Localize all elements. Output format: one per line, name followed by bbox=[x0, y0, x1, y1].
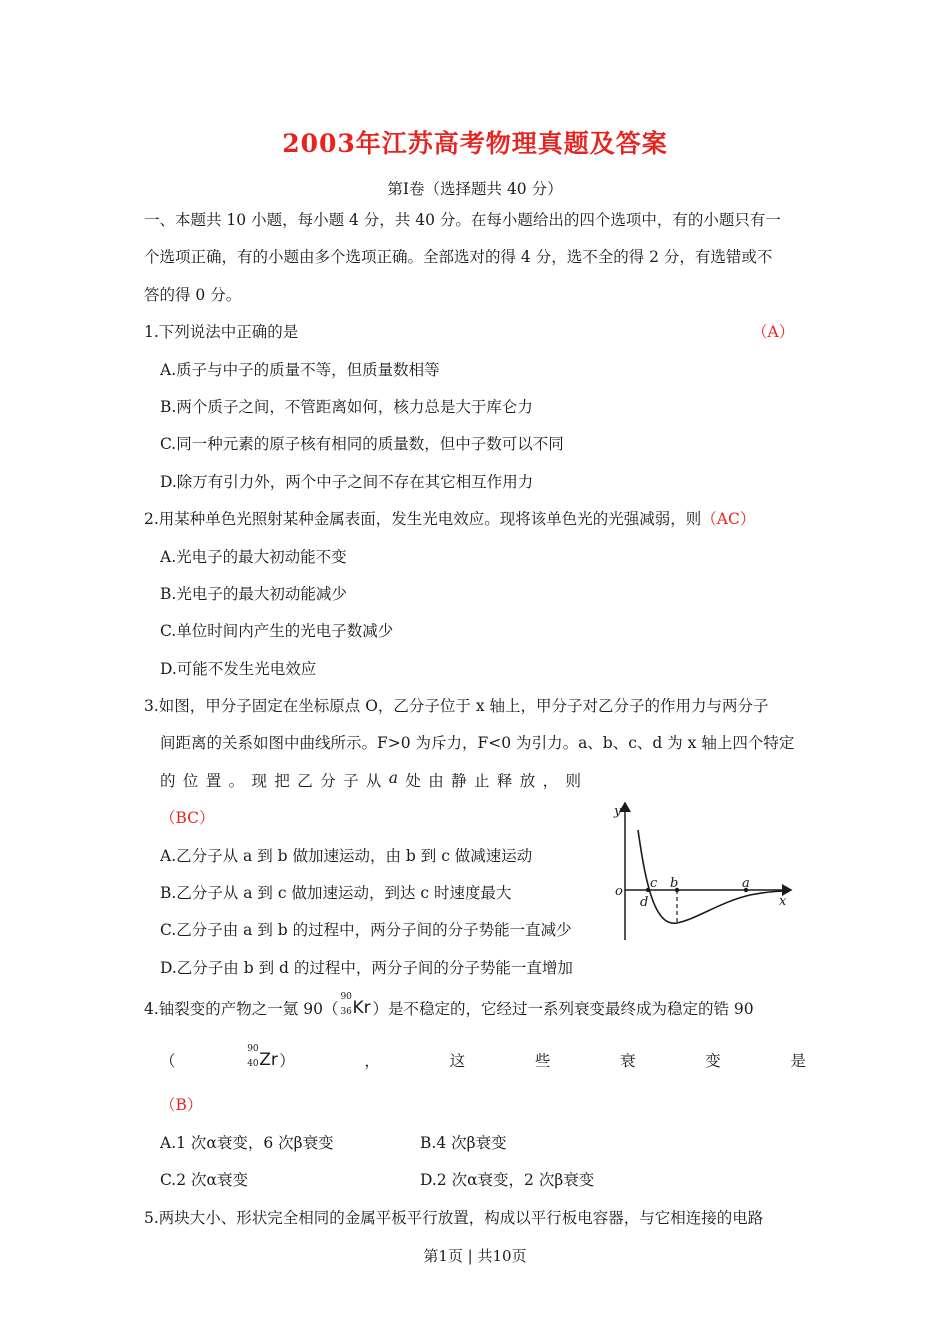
q3-line-3 bbox=[160, 769, 581, 791]
q4-zr-group bbox=[245, 1044, 295, 1071]
q3-line-3-word: 现 bbox=[251, 772, 268, 790]
q4-line-1 bbox=[144, 992, 754, 1019]
q3-line-3-word: 静 bbox=[451, 772, 467, 790]
q3-line-3-word: 乙 bbox=[297, 772, 313, 790]
q3-line-3-word: 由 bbox=[428, 772, 444, 790]
q4-word-4: 这 bbox=[449, 1052, 466, 1070]
zr-nuclide bbox=[245, 1044, 279, 1070]
zr-mass: 90 bbox=[247, 1044, 259, 1054]
q3-line-3-word: 位 bbox=[182, 772, 199, 790]
q1-option-d: D.除万有引力外，两个中子之间不存在其它相互作用力 bbox=[160, 473, 534, 491]
label-d: d bbox=[640, 895, 649, 910]
intro-line-1: 一、本题共 10 小题，每小题 4 分，共 40 分。在每小题给出的四个选项中，有的小题只有一 bbox=[144, 211, 781, 229]
q4-option-a: A.1 次α衰变，6 次β衰变 bbox=[160, 1134, 334, 1152]
q4-option-b: B.4 次β衰变 bbox=[420, 1134, 507, 1152]
q3-option-b: B.乙分子从 a 到 c 做加速运动，到达 c 时速度最大 bbox=[160, 884, 512, 902]
q3-line-3-word: 。 bbox=[228, 772, 245, 790]
label-c: c bbox=[650, 876, 658, 891]
zr-symbol: Zr bbox=[259, 1050, 278, 1070]
q3-line-3-word: 分 bbox=[320, 772, 336, 790]
q3-line-3-word: 子 bbox=[343, 772, 359, 790]
section-subtitle: 第Ⅰ卷（选择题共 40 分） bbox=[387, 180, 563, 198]
q4-line-2 bbox=[160, 1044, 806, 1071]
q2-option-b: B.光电子的最大初动能减少 bbox=[160, 585, 347, 603]
q2-option-c: C.单位时间内产生的光电子数减少 bbox=[160, 622, 394, 640]
q3-line-3-word: 从 bbox=[365, 772, 382, 790]
q3-line-3-word: 止 bbox=[473, 772, 490, 790]
q1-option-c: C.同一种元素的原子核有相同的质量数，但中子数可以不同 bbox=[160, 435, 564, 453]
q3-line-3-word: 的 bbox=[160, 772, 176, 790]
page-title: 2003年江苏高考物理真题及答案 bbox=[282, 129, 668, 158]
q4-word-5: 些 bbox=[534, 1052, 551, 1070]
q4-option-c: C.2 次α衰变 bbox=[160, 1171, 248, 1189]
intro-line-2: 个选项正确，有的小题由多个选项正确。全部选对的得 4 分，选不全的得 2 分，有选错或不 bbox=[144, 248, 773, 266]
kr-mass: 90 bbox=[340, 992, 352, 1002]
q3-option-c: C.乙分子由 a 到 b 的过程中，两分子间的分子势能一直减少 bbox=[160, 921, 572, 939]
q3-line-3-word: 置 bbox=[205, 772, 222, 790]
q3-line-2: 间距离的关系如图中曲线所示。F>0 为斥力，F<0 为引力。a、b、c、d 为 x 轴上四个特定 bbox=[160, 734, 795, 752]
q1-option-b: B.两个质子之间，不管距离如何，核力总是大于库仑力 bbox=[160, 398, 533, 416]
q3-line-3-word: a bbox=[388, 769, 398, 787]
page-footer: 第1页 | 共10页 bbox=[423, 1247, 527, 1265]
label-a: a bbox=[742, 876, 750, 891]
kr-z: 36 bbox=[340, 1007, 352, 1017]
q2-option-d: D.可能不发生光电效应 bbox=[160, 660, 317, 678]
q1-answer: （A） bbox=[752, 323, 795, 341]
q3-line-3-word: 则 bbox=[565, 772, 581, 790]
label-o: o bbox=[615, 884, 623, 899]
q4-word-3: ， bbox=[364, 1052, 380, 1070]
label-y: y bbox=[614, 804, 622, 819]
q3-line-3-word: ， bbox=[542, 772, 559, 790]
intro-line-3: 答的得 0 分。 bbox=[144, 286, 242, 304]
q3-line-3-word: 把 bbox=[274, 772, 290, 790]
label-x: x bbox=[779, 894, 787, 909]
q4-line-1-end: ）是不稳定的，它经过一系列衰变最终成为稳定的锆 90 bbox=[372, 1000, 754, 1018]
q3-force-figure bbox=[605, 795, 805, 945]
q3-line-3-word: 释 bbox=[496, 772, 513, 790]
label-b: b bbox=[670, 876, 679, 891]
q4-word-6: 衰 bbox=[620, 1052, 636, 1070]
q3-line-3-word: 放 bbox=[519, 772, 536, 790]
q3-answer: （BC） bbox=[160, 809, 215, 827]
q2-stem-text: 2.用某种单色光照射某种金属表面，发生光电效应。现将该单色光的光强减弱，则 bbox=[144, 510, 702, 528]
q3-option-a: A.乙分子从 a 到 b 做加速运动，由 b 到 c 做减速运动 bbox=[160, 847, 533, 865]
kr-symbol: Kr bbox=[352, 998, 371, 1018]
q5-line-1: 5.两块大小、形状完全相同的金属平板平行放置，构成以平行板电容器，与它相连接的电路 bbox=[144, 1209, 764, 1227]
zr-z: 40 bbox=[247, 1059, 259, 1069]
kr-nuclide bbox=[338, 992, 372, 1018]
q2-stem bbox=[144, 507, 755, 529]
q3-line-3-word: 处 bbox=[405, 772, 421, 790]
q2-option-a: A.光电子的最大初动能不变 bbox=[160, 548, 347, 566]
q4-word-2: ） bbox=[279, 1052, 295, 1070]
q2-answer: （AC） bbox=[701, 510, 756, 528]
q1-option-a: A.质子与中子的质量不等，但质量数相等 bbox=[160, 361, 440, 379]
q4-word-1: （ bbox=[160, 1052, 176, 1070]
q4-word-7: 变 bbox=[705, 1052, 721, 1070]
q4-word-8: 是 bbox=[790, 1052, 806, 1070]
q4-answer: （B） bbox=[160, 1096, 203, 1114]
q3-option-d: D.乙分子由 b 到 d 的过程中，两分子间的分子势能一直增加 bbox=[160, 959, 573, 977]
q3-line-1: 3.如图，甲分子固定在坐标原点 O，乙分子位于 x 轴上，甲分子对乙分子的作用力与两分子 bbox=[144, 697, 769, 715]
q4-line-1-start: 4.铀裂变的产物之一氪 90（ bbox=[144, 1000, 339, 1018]
q1-stem: 1.下列说法中正确的是 bbox=[144, 323, 299, 341]
q4-option-d: D.2 次α衰变，2 次β衰变 bbox=[420, 1171, 595, 1189]
force-curve bbox=[638, 830, 787, 923]
